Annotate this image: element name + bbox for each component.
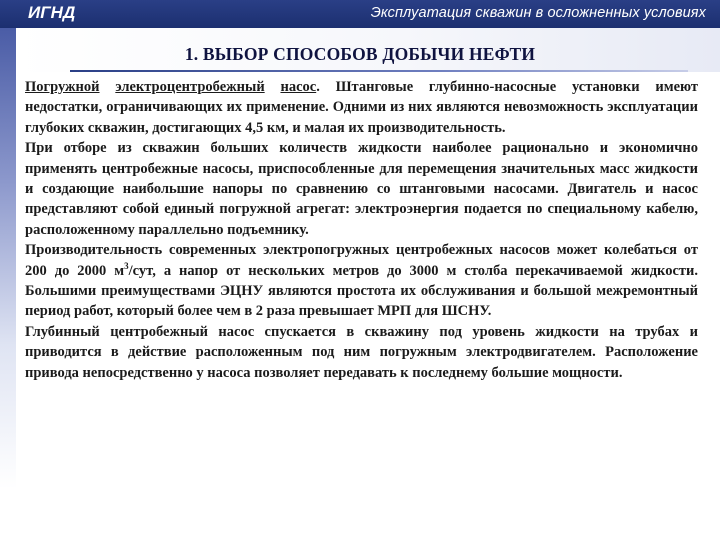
paragraph-productivity	[25, 240, 698, 322]
decorative-side-strip	[0, 28, 16, 540]
paragraph-deep-pump: Глубинный центробежный насос спускается в скважину под уровень жидкости на трубах и приводится в действие расположенным под ним погружным электродвигателем. Расположение привода непосредственно у насоса позволяет передавать к последнему большие мощности.	[25, 323, 698, 381]
productivity-text-part2: /сут, а напор от нескольких метров до 3000 м столба перекачиваемой жидкости. Большими преимуществами ЭЦНУ являются простота их обслуживания и большой межремонтный период работ, который более чем в 2 раза превышает МРП для ШСНУ.	[25, 262, 698, 320]
paragraph-centrifugal-pumps: При отборе из скважин больших количеств жидкости наиболее рационально и экономично применять центробежные насосы, приспособленные для перемещения значительных масс жидкости и создающие наибольшие напоры по сравнению со штанговыми насосами. Двигатель и насос представляют собой единый погружной агрегат: электроэнергия подается по специальному кабелю, расположенному параллельно подъемнику.	[25, 140, 698, 238]
term-word-1: Погружной	[25, 79, 100, 95]
slide-title: 1. ВЫБОР СПОСОБОВ ДОБЫЧИ НЕФТИ	[184, 44, 536, 64]
slide-body	[25, 77, 698, 383]
paragraph-intro-text: . Штанговые глубинно-насосные установки имеют недостатки, ограничивающих их применение. Одними из них являются невозможность эксплуатации глубоких скважин, достигающих 4,5 км, и малая их производительность.	[25, 79, 699, 136]
term-word-3: насос	[280, 79, 317, 95]
cubic-superscript: 3	[124, 260, 129, 271]
course-subject-label: Эксплуатация скважин в осложненных условиях	[370, 5, 706, 21]
paragraph-intro	[25, 77, 698, 138]
header-bar	[0, 0, 720, 28]
organization-label: ИГНД	[28, 3, 76, 22]
productivity-text-part1: Производительность современных электропогружных центробежных насосов может колебаться от 200 до 2000 м	[25, 242, 698, 279]
term-word-2: электроцентробежный	[115, 79, 265, 95]
title-underline-rule	[70, 70, 688, 72]
